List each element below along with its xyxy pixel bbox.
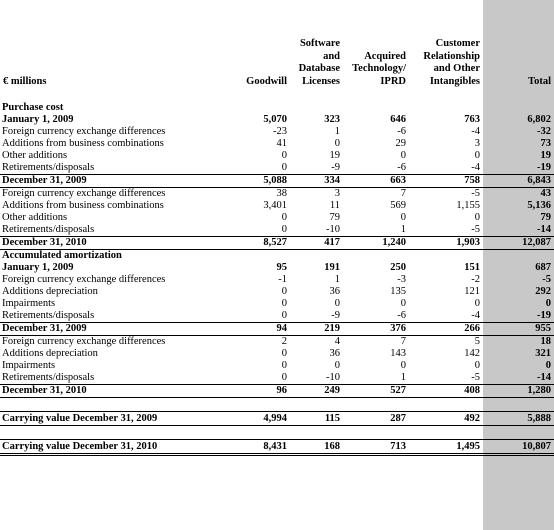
table-row [0, 162, 554, 175]
cell-customer-relationship: 121 [464, 286, 480, 297]
cell-goodwill: 0 [281, 162, 287, 173]
cell-software: 334 [290, 175, 343, 188]
cell-goodwill: 41 [276, 138, 287, 149]
table-row [0, 298, 554, 310]
cell-total: 687 [535, 262, 551, 273]
cell-total: 955 [483, 323, 554, 336]
cell-total: 79 [540, 212, 551, 223]
cell-software: 249 [290, 385, 343, 398]
row-label: Other additions [2, 212, 68, 223]
cell-goodwill: 8,431 [225, 440, 290, 455]
cell-acquired-tech: 7 [400, 188, 406, 199]
cell-goodwill: 0 [281, 212, 287, 223]
cell-acquired-tech: -6 [397, 126, 406, 137]
cell-customer-relationship: 1,903 [409, 237, 483, 250]
section-title-amortization: Accumulated amortization [2, 250, 122, 261]
row-label: Impairments [2, 360, 56, 371]
cell-goodwill: 96 [225, 385, 290, 398]
cell-software: -9 [331, 310, 340, 321]
cell-customer-relationship: 266 [409, 323, 483, 336]
cell-customer-relationship: -5 [471, 188, 480, 199]
cell-total: -19 [537, 162, 551, 173]
carrying-rows [0, 398, 554, 455]
cell-software: 79 [329, 212, 340, 223]
cell-customer-relationship: -4 [471, 162, 480, 173]
cell-goodwill: 94 [225, 323, 290, 336]
cell-customer-relationship: 3 [474, 138, 480, 149]
cell-software: 417 [290, 237, 343, 250]
row-label: Foreign currency exchange differences [2, 126, 166, 137]
carrying-value-row [0, 440, 554, 455]
cell-goodwill: 0 [281, 298, 287, 309]
cell-software: 0 [334, 298, 340, 309]
cell-software: 219 [290, 323, 343, 336]
cell-goodwill: 0 [281, 286, 287, 297]
table-row [0, 310, 554, 323]
cell-acquired-tech: 0 [400, 298, 406, 309]
col-header-customer-relationship: Customer Relationship and Other Intangibles [423, 38, 480, 87]
cell-software: 1 [334, 126, 340, 137]
table-row [0, 348, 554, 360]
cell-software: 168 [290, 440, 343, 455]
cell-acquired-tech: 287 [343, 412, 409, 426]
row-label: Carrying value December 31, 2010 [0, 440, 225, 455]
cell-total: -14 [537, 224, 551, 235]
table-row [0, 150, 554, 162]
row-label: Foreign currency exchange differences [2, 336, 166, 347]
table-row [0, 188, 554, 201]
header-row [0, 26, 554, 90]
row-label: Foreign currency exchange differences [2, 274, 166, 285]
cell-total: 6,802 [527, 114, 551, 125]
cell-total: -5 [542, 274, 551, 285]
cell-goodwill: 38 [276, 188, 287, 199]
cell-goodwill: 4,994 [225, 412, 290, 426]
spacer [0, 398, 554, 412]
cell-customer-relationship: 0 [474, 212, 480, 223]
cell-customer-relationship: 1,155 [456, 200, 480, 211]
cell-acquired-tech: 135 [390, 286, 406, 297]
row-label: December 31, 2009 [0, 323, 225, 336]
cell-customer-relationship: 0 [474, 360, 480, 371]
cell-customer-relationship: 1,495 [409, 440, 483, 455]
table-row [0, 224, 554, 237]
cell-goodwill: 8,527 [225, 237, 290, 250]
cell-customer-relationship: -5 [471, 224, 480, 235]
cell-software: 11 [329, 200, 340, 211]
cell-acquired-tech: 646 [390, 114, 406, 125]
cell-customer-relationship: 758 [409, 175, 483, 188]
cell-total: -19 [537, 310, 551, 321]
cell-total: -14 [537, 372, 551, 383]
row-label: Additions depreciation [2, 286, 98, 297]
cell-total: 5,136 [527, 200, 551, 211]
cell-total: 19 [540, 150, 551, 161]
table-row [0, 372, 554, 385]
table-row [0, 323, 554, 336]
cell-total: 12,087 [483, 237, 554, 250]
cell-software: 1 [334, 274, 340, 285]
cell-software: 4 [334, 336, 340, 347]
row-label: Foreign currency exchange differences [2, 188, 166, 199]
row-label: January 1, 2009 [2, 262, 74, 273]
table-row [0, 274, 554, 286]
col-header-software: Software and Database Licenses [298, 38, 340, 87]
table-row [0, 286, 554, 298]
cell-acquired-tech: -6 [397, 162, 406, 173]
cell-customer-relationship: -2 [471, 274, 480, 285]
cell-goodwill: 95 [276, 262, 287, 273]
cell-total: 0 [545, 298, 551, 309]
cell-total: 43 [540, 188, 551, 199]
cell-goodwill: -1 [278, 274, 287, 285]
cell-acquired-tech: 0 [400, 360, 406, 371]
section-title-row [0, 102, 554, 114]
row-label: Additions from business combinations [2, 138, 164, 149]
cell-software: -10 [326, 224, 340, 235]
cell-software: 115 [290, 412, 343, 426]
cell-total: 10,807 [483, 440, 554, 455]
cell-customer-relationship: 5 [474, 336, 480, 347]
cell-software: 3 [334, 188, 340, 199]
cell-goodwill: 0 [281, 310, 287, 321]
cell-customer-relationship: 0 [474, 298, 480, 309]
row-label: Additions depreciation [2, 348, 98, 359]
cell-customer-relationship: 151 [464, 262, 480, 273]
spacer [0, 90, 554, 102]
cell-acquired-tech: 1,240 [343, 237, 409, 250]
cell-total: 0 [545, 360, 551, 371]
cell-goodwill: 5,070 [263, 114, 287, 125]
cell-acquired-tech: 0 [400, 150, 406, 161]
cell-acquired-tech: 0 [400, 212, 406, 223]
intangible-assets-table [0, 26, 554, 456]
cell-total: 1,280 [483, 385, 554, 398]
cell-acquired-tech: 376 [343, 323, 409, 336]
cell-software: 19 [329, 150, 340, 161]
cell-goodwill: 0 [281, 360, 287, 371]
cell-total: 73 [540, 138, 551, 149]
cell-software: 323 [324, 114, 340, 125]
table-row [0, 237, 554, 250]
col-header-total: Total [528, 75, 551, 87]
cell-goodwill: 0 [281, 372, 287, 383]
cell-goodwill: 3,401 [263, 200, 287, 211]
row-label: Other additions [2, 150, 68, 161]
cell-goodwill: 0 [281, 348, 287, 359]
cell-goodwill: 2 [281, 336, 287, 347]
cell-goodwill: 5,088 [225, 175, 290, 188]
cell-acquired-tech: 1 [400, 372, 406, 383]
unit-label: € millions [3, 75, 47, 87]
col-header-acquired-tech: Acquired Technology/ IPRD [352, 50, 406, 87]
cell-total: 5,888 [483, 412, 554, 426]
cell-acquired-tech: 143 [390, 348, 406, 359]
cell-total: 6,843 [483, 175, 554, 188]
cell-customer-relationship: 492 [409, 412, 483, 426]
cell-goodwill: -23 [273, 126, 287, 137]
table-row [0, 138, 554, 150]
cell-goodwill: 0 [281, 150, 287, 161]
row-label: Retirements/disposals [2, 310, 95, 321]
cell-acquired-tech: -6 [397, 310, 406, 321]
cell-acquired-tech: -3 [397, 274, 406, 285]
cell-software: -9 [331, 162, 340, 173]
cell-customer-relationship: 408 [409, 385, 483, 398]
table-row [0, 212, 554, 224]
cell-customer-relationship: 0 [474, 150, 480, 161]
cell-customer-relationship: -4 [471, 310, 480, 321]
row-label: December 31, 2010 [0, 237, 225, 250]
cell-customer-relationship: -5 [471, 372, 480, 383]
cell-customer-relationship: 763 [464, 114, 480, 125]
row-label: Retirements/disposals [2, 372, 95, 383]
section-title-purchase: Purchase cost [2, 102, 64, 113]
cell-total: 18 [540, 336, 551, 347]
cell-acquired-tech: 29 [395, 138, 406, 149]
cell-software: 0 [334, 138, 340, 149]
col-header-goodwill: Goodwill [246, 75, 287, 87]
spacer [0, 426, 554, 440]
table-row [0, 336, 554, 349]
cell-acquired-tech: 569 [390, 200, 406, 211]
table-row [0, 175, 554, 188]
cell-acquired-tech: 1 [400, 224, 406, 235]
cell-acquired-tech: 663 [343, 175, 409, 188]
row-label: December 31, 2009 [0, 175, 225, 188]
cell-software: 0 [334, 360, 340, 371]
table-row [0, 114, 554, 126]
cell-software: -10 [326, 372, 340, 383]
table-row [0, 200, 554, 212]
row-label: Carrying value December 31, 2009 [0, 412, 225, 426]
row-label: Retirements/disposals [2, 162, 95, 173]
row-label: January 1, 2009 [2, 114, 74, 125]
cell-customer-relationship: 142 [464, 348, 480, 359]
cell-customer-relationship: -4 [471, 126, 480, 137]
cell-acquired-tech: 7 [400, 336, 406, 347]
table-row [0, 262, 554, 274]
cell-total: 292 [535, 286, 551, 297]
carrying-value-row [0, 412, 554, 426]
cell-acquired-tech: 250 [390, 262, 406, 273]
cell-acquired-tech: 713 [343, 440, 409, 455]
cell-goodwill: 0 [281, 224, 287, 235]
cell-software: 191 [324, 262, 340, 273]
cell-acquired-tech: 527 [343, 385, 409, 398]
table-row [0, 385, 554, 398]
section-title-row [0, 250, 554, 263]
cell-total: 321 [535, 348, 551, 359]
row-label: December 31, 2010 [0, 385, 225, 398]
purchase-rows [0, 114, 554, 250]
table-row [0, 360, 554, 372]
cell-software: 36 [329, 348, 340, 359]
amortization-rows [0, 262, 554, 398]
cell-software: 36 [329, 286, 340, 297]
row-label: Impairments [2, 298, 56, 309]
table-row [0, 126, 554, 138]
row-label: Retirements/disposals [2, 224, 95, 235]
row-label: Additions from business combinations [2, 200, 164, 211]
cell-total: -32 [537, 126, 551, 137]
